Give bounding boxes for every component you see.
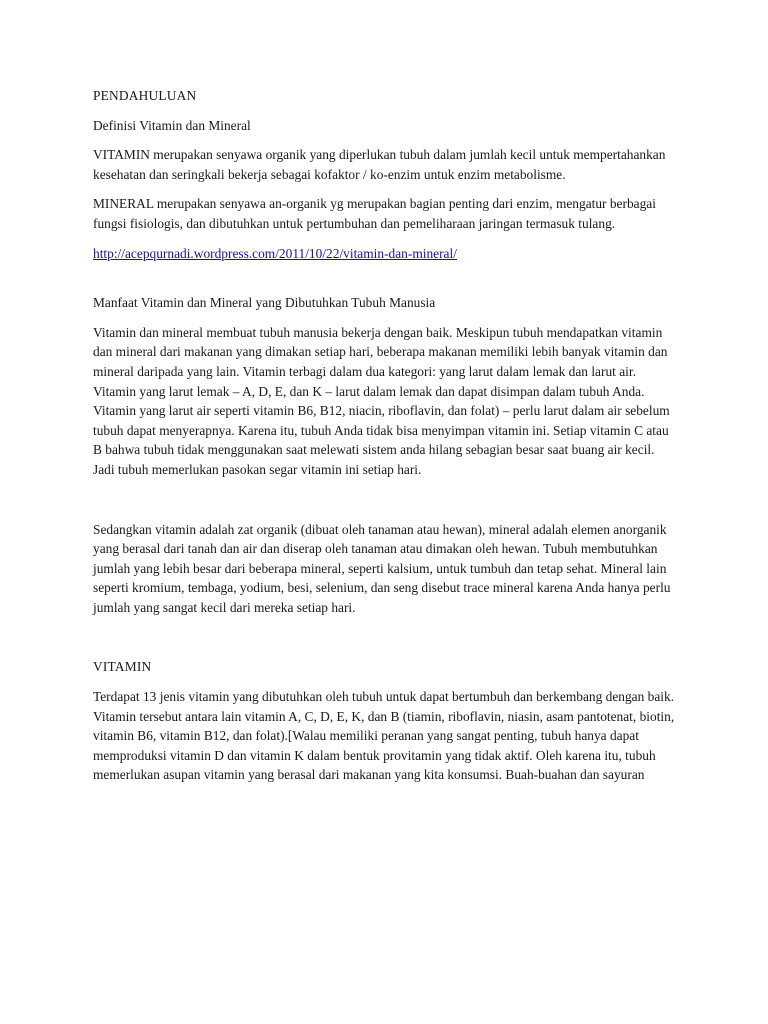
spacer: [93, 490, 677, 520]
paragraph-vitamin-definition: VITAMIN merupakan senyawa organik yang diperlukan tubuh dalam jumlah kecil untuk mempertahankan kesehatan dan seringkali bekerja sebagai kofaktor / ko-enzim untuk enzim metabolisme.: [93, 147, 666, 182]
subheading-benefits: Manfaat Vitamin dan Mineral yang Dibutuhkan Tubuh Manusia: [93, 295, 436, 311]
source-link[interactable]: http://acepqurnadi.wordpress.com/2011/10/22/vitamin-dan-mineral/: [93, 245, 457, 261]
paragraph-minerals: Sedangkan vitamin adalah zat organik (dibuat oleh tanaman atau hewan), mineral adalah elemen anorganik yang berasal dari tanah dan air dan diserap oleh tanaman atau dimakan oleh hewan. Tubuh membutuhkan jumlah yang lebih besar dari beberapa mineral, seperti kalsium, untuk tumbuh dan tetap sehat. Mineral lain seperti kromium, tembaga, yodium, besi, selenium, dan seng disebut trace mineral karena Anda hanya perlu jumlah yang sangat kecil dari mereka setiap hari.: [93, 521, 671, 615]
spacer: [93, 627, 677, 657]
paragraph-benefits: Vitamin dan mineral membuat tubuh manusia bekerja dengan baik. Meskipun tubuh mendapatkan vitamin dan mineral dari makanan yang dimakan setiap hari, beberapa makanan memiliki lebih banyak vitamin dan mineral daripada yang lain. Vitamin terbagi dalam dua kategori: yang larut dalam lemak dan larut air. Vitamin yang larut lemak – A, D, E, dan K – larut dalam lemak dan dapat disimpan dalam tubuh Anda. Vitamin yang larut air seperti vitamin B6, B12, niacin, riboflavin, dan folat) – perlu larut dalam air sebelum tubuh dapat menyerapnya. Karena itu, tubuh Anda tidak bisa menyimpan vitamin ini. Setiap vitamin C atau B bahwa tubuh tidak menggunakan saat melewati sistem anda hilang sebagian besar saat buang air kecil. Jadi tubuh memerlukan pasokan segar vitamin ini setiap hari.: [93, 324, 670, 477]
heading-vitamin: VITAMIN: [93, 659, 152, 675]
paragraph-mineral-definition: MINERAL merupakan senyawa an-organik yg merupakan bagian penting dari enzim, mengatur berbagai fungsi fisiologis, dan dibutuhkan untuk pertumbuhan dan pemeliharaan jaringan termasuk tulang.: [93, 196, 656, 231]
document-body: [93, 86, 677, 795]
heading-intro: PENDAHULUAN: [93, 88, 197, 103]
spacer: [93, 273, 677, 293]
paragraph-vitamin-types: Terdapat 13 jenis vitamin yang dibutuhkan oleh tubuh untuk dapat bertumbuh dan berkembang dengan baik. Vitamin tersebut antara lain vitamin A, C, D, E, K, dan B (tiamin, riboflavin, niasin, asam pantotenat, biotin, vitamin B6, vitamin B12, dan folat).[Walau memiliki peranan yang sangat penting, tubuh hanya dapat memproduksi vitamin D dan vitamin K dalam bentuk provitamin yang tidak aktif. Oleh karena itu, tubuh memerlukan asupan vitamin yang berasal dari makanan yang kita konsumsi. Buah-buahan dan sayuran: [93, 689, 675, 783]
subheading-definition: Definisi Vitamin dan Mineral: [93, 117, 251, 133]
